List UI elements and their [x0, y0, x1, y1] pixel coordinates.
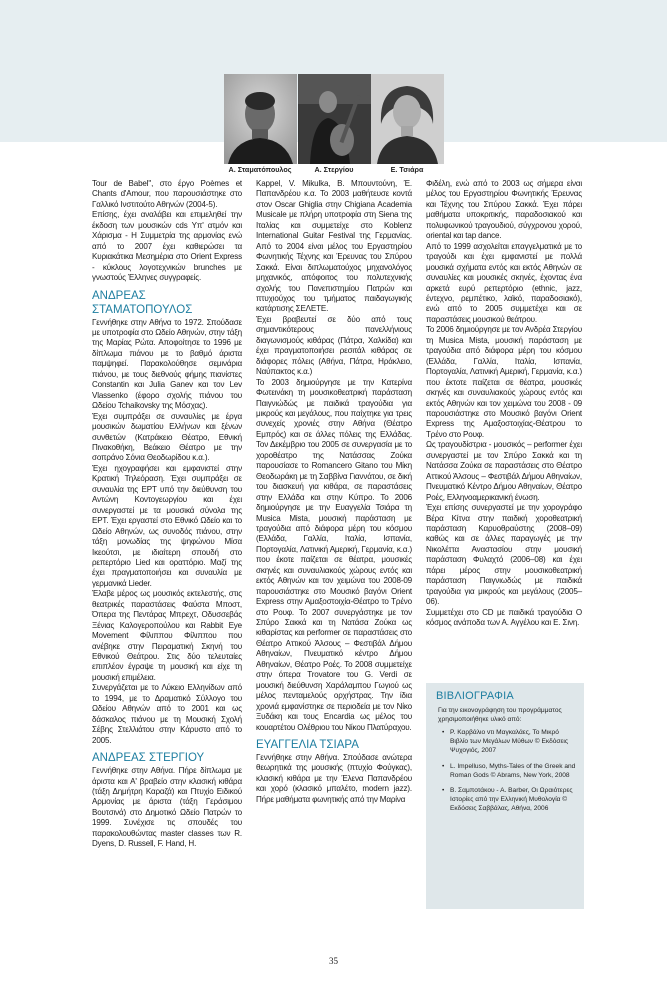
- paragraph: Γεννήθηκε στην Αθήνα. Πήρε δίπλωμα με άριστα και Α' βραβείο στην κλασική κιθάρα (τάξη Δημήτρη Καραζά) και Πτυχίο Ειδικού Αρμονίας με άριστα (τάξη Γεράσιμου Βουτσινά) στο Δημοτικό Ωδείο Πατρών το 1999. Συνέχισε τις σπουδές του παρακολουθώντας master classes των R. Dyens, D. Russell, F. Hand, H.: [92, 766, 242, 849]
- bibliography-intro: Για την εικονογράφηση του προγράμματος χρησιμοποιήθηκε υλικό από:: [438, 707, 562, 723]
- text-column-2: [256, 179, 412, 805]
- photo-caption: Α. Στεργίου: [314, 165, 354, 174]
- page-number: 35: [329, 956, 338, 966]
- section-heading: ΕΥΑΓΓΕΛΙΑ ΤΣΙΑΡΑ: [256, 739, 359, 752]
- paragraph: Kappel, V. Mikulka, B. Μπουντούνη, Έ. Παπανδρέου κ.α. Το 2003 μαθήτευσε κοντά στον Oscar Ghiglia στην Chigiana Academia Musicale με πλήρη υποτροφία στη Siena της Ιταλίας και συμμετείχε στο Koblenz International Guitar Festival της Γερμανίας. Από το 2004 είναι μέλος του Εργαστηρίου Φωνητικής Τέχνης και Έρευνας του Σπύρου Σακκά. Είναι διπλωματούχος μηχανολόγος μηχανικός, απόφοιτος του πολυτεχνικής σχολής του Πανεπιστημίου Πατρών και πτυχιούχος του τμήματος παιδαγωγικής κατάρτισης ΣΕΛΕΤΕ.: [256, 179, 412, 314]
- photo-caption: Α. Σταματόπουλος: [228, 165, 292, 174]
- paragraph: Γεννήθηκε στην Αθήνα το 1972. Σπούδασε με υποτροφία στο Ωδείο Αθηνών, στην τάξη της Μαρίας Ρώτα. Αποφοίτησε το 1996 με δίπλωμα πιάνου με το βαθμό άριστα παμψηφεί. Παρακολούθησε σεμινάρια πιάνου, με τους διεθνούς φήμης πιανίστες Constantin και Julia Ganev και τον Lev Vlassenko (έφορο σχολής πιάνου του Ωδείου Tchaikovsky της Μόσχας).: [92, 317, 242, 411]
- bibliography-title: ΒΙΒΛΙΟΓΡΑΦΙΑ: [436, 690, 514, 702]
- text-column-1: [92, 179, 242, 850]
- section-heading: ΑΝΔΡΕΑΣ ΣΤΑΜΑΤΟΠΟΥΛΟΣ: [92, 289, 193, 316]
- section-heading: ΑΝΔΡΕΑΣ ΣΤΕΡΓΙΟΥ: [92, 752, 205, 765]
- paragraph: Έχει ηχογραφήσει και εμφανιστεί στην Κρατική Τηλεόραση. Έχει συμπράξει σε συναυλία της ΕΡΤ υπό την διεύθυνση του Αντώνη Κοντογεωργίου και έχει συνεργαστεί με τα μουσικά σύνολα της ΕΡΤ. Έχει εργαστεί στο Εθνικό Ωδείο και το Ωδείο Αθηνών, ως συνοδός πιάνου, στην τάξη μονωδίας της ψηφώνου Μίσα Ικεούτσι, με ιδιαίτερη σπουδή στο ρεπερτόριο Lied και οραττόριο. Μαζί της έχει πραγματοποιήσει και συναυλία με γερμανικά Lieder.: [92, 463, 242, 588]
- paragraph: Έχει επίσης συνεργαστεί με την χορογράφο Βέρα Κίτνα στην παιδική χοροθεατρική παράσταση Καρυοθραύστης (2008–09) καθώς και σε άλλες παραγωγές με την Νικολέττα Αναστασίου στην μουσική παράσταση Φυλαχτό (2006–08) και έχει πάρει μέρος στην μουσικοθεατρική παράσταση Παιγνιωδώς με παιδικά τραγούδια για μικρούς και μεγάλους (2005–06).: [426, 503, 582, 607]
- paragraph: Επίσης, έχει αναλάβει και επιμεληθεί την έκδοση των μουσικών cds Υπ' ατμόν και Χάρισμα - Η Συμμετρία της αρμονίας ενώ από το 2007 έχει καθιερώσει τα Κυριακάτικα Μεσημέρια στο Orient Express - κύκλους λογοτεχνικών brunches με γνωστούς Έλληνες συγγραφείς.: [92, 210, 242, 283]
- paragraph: Από το 1999 ασχολείται επαγγελματικά με το τραγούδι και έχει εμφανιστεί με πολλά μουσικά σχήματα εντός και εκτός Αθηνών σε συναυλίες και μουσικές σκηνές, έχοντας ένα αρκετά ευρύ ρεπερτόριο (ethnic, jazz, έντεχνο, ρεμπέτικο, λαϊκό, παραδοσιακό), ενώ από το 2005 συμμετέχει και σε παραστάσεις μουσικού θεάτρου.: [426, 241, 582, 324]
- bibliography-item: • Ρ. Καρβάλιο ντι Μαγκαλάες, Το Μικρό Βιβλίο των Μεγάλων Μύθων © Εκδόσεις Ψυχογιός, 2007: [442, 728, 578, 756]
- portrait-photo-tsiara: [371, 74, 444, 164]
- bibliography-box: [426, 683, 584, 909]
- portrait-photo-stergiou: [298, 74, 371, 164]
- portrait-photo-stamatopoulos: [224, 74, 297, 164]
- paragraph: Έλαβε μέρος ως μουσικός εκτελεστής, στις θεατρικές παραστάσεις Φαύστα Μποστ, Όπερα της Πεντάρας Μπρεχτ, Οδυσσεβάς Ξένιας Καλογεροπούλου και Rabbit Eye Movement Φίλιππου Φίλιππου που ανέβηκε στην Πειραματική Σκηνή του Εθνικού Θεάτρου. Στις δύο τελευταίες επιπλέον έγραψε τη μουσική και είχε τη μουσική επιμέλεια.: [92, 589, 242, 682]
- paragraph: Γεννήθηκε στην Αθήνα. Σπούδασε ανώτερα θεωρητικά της μουσικής (πτυχίο Φούγκας), κλασική κιθάρα με την Έλενα Παπανδρέου και χορό (κλασικό μπαλέτο, modern jazz). Πήρε μαθήματα φωνητικής από την Μαρίνα: [256, 753, 412, 804]
- bibliography-list: [426, 728, 584, 814]
- paragraph: Ως τραγουδίστρια - μουσικός – performer έχει συνεργαστεί με τον Σπύρο Σακκά και τη Νατάσσα Ζούκα σε παραστάσεις στο Θέατρο Αττικού Άλσους – Φεστιβάλ Δήμου Αθηναίων, Πνευματικό Κέντρο Δήμου Αθηναίων, Θέατρο Ροές, Ελληνοαμερικανική ένωση.: [426, 440, 582, 502]
- paragraph: Συμμετέχει στο CD με παιδικά τραγούδια Ο κόσμος ανάποδα των Α. Αγγέλου και Ε. Σινη.: [426, 607, 582, 628]
- paragraph: Έχει βραβευτεί σε δύο από τους σημαντικότερους πανελλήνιους διαγωνισμούς κιθάρας (Πάτρα, Χαλκίδα) και έχει πραγματοποιήσει ρεσιτάλ κιθάρας σε διάφορες πόλεις (Αθήνα, Πάτρα, Ηράκλειο, Ναύπακτος κ.α.): [256, 314, 412, 377]
- paragraph: Tour de Babel", στο έργο Poèmes et Chants d'Amour, που παρουσιάστηκε στο Γαλλικό Ινστιτούτο Αθηνών (2004-5).: [92, 179, 242, 209]
- paragraph: Συνεργάζεται με το Λύκειο Ελληνίδων από το 1994, με το Δραματικό Σύλλογο του Ωδείου Αθηνών από το 2001 και ως δάσκαλος πιάνου με τη Μουσική Σχολή Σέβης Στελλιάτου στην Κάρυστο από το 2005.: [92, 683, 242, 745]
- photo-caption: Ε. Τσιάρα: [390, 165, 424, 174]
- paragraph: Έχει συμπράξει σε συναυλίες με έργα μουσικών δωματίου Ελλήνων και ξένων συνθετών (Κατράκειο Θέατρο, Εθνική Πινακοθήκη, Βεάκειο Θέατρο με την σοπράνο Σόνια Θεοδωρίδου κ.α.).: [92, 411, 242, 463]
- bibliography-item: • L. Impelluso, Myths-Tales of the Greek and Roman Gods © Abrams, New York, 2008: [442, 762, 578, 780]
- paragraph: Το 2003 δημιούργησε με την Κατερίνα Φωτεινάκη τη μουσικοθεατρική παράσταση Παιγνιώδώς με παιδικά τραγούδια για μικρούς και μεγάλους, που παίχτηκε για τρεις συνεχείς χρονιές στην Αθήνα (Θέατρο Εμπρός) και σε άλλες πόλεις της Ελλάδας. Τον Δεκέμβριο του 2005 σε συνεργασία με το χοροθέατρο της Νατάσσας Ζούκα παρουσίασε το Romancero Gitano του Μίκη Θεοδωράκη με τη Σαββίνα Γιαννάτου, σε δική του διασκευή για κιθάρα, σε παραστάσεις στην Ελλάδα και στην Κύπρο. Το 2006 δημιούργησε με την Ευαγγελία Τσιάρα τη Musica Mista, μουσική παράσταση με τραγούδια από διάφορα μέρη του κόσμου (Ελλάδα, Γαλλία, Ιταλία, Ισπανία, Πορτογαλία, Λατινική Αμερική, Γερμανία, κ.α.) που έκοτε παίζεται σε θέατρα, μουσικές σκηνές και συναυλιακούς χώρους εντός και εκτός Αθηνών και τον χειμώνα του 2008-09 παρουσιάστηκε στο Μουσικό βαγόνι Orient Express στην Αμαξοστοιχία-Θέατρο το Τρένο στο Ρουφ. Το 2007 συνεργάστηκε με τον Σπύρο Σακκά και τη Νατάσα Ζούκα ως κιθαρίστας και performer σε παραστάσεις στο Θέατρο Αττικού Άλσους – Φεστιβάλ Δήμου Αθηναίων, Πνευματικό κέντρο Δήμου Αθηναίων, Θέατρο Ροές. Το 2008 συμμετείχε στην όπερα Trovatore του G. Verdi σε μουσική διεύθυνση Χαράλαμπου Γωγιού ως μέλος πενταμελούς ορχήστρας. Την ίδια χρονιά εμφανίστηκε σε περιοδεία με τον Νίκο Ξυδάκη και τους Encardia ως μέλος του κουαρτέτου Ολέθριου του Νίκου Πλατύραχου.: [256, 377, 412, 732]
- paragraph: Το 2006 δημιούργησε με τον Ανδρέα Στεργίου τη Musica Mista, μουσική παράσταση με τραγούδια από διάφορα μέρη του κόσμου (Ελλάδα, Γαλλία, Ιταλία, Ισπανία, Πορτογαλία, Λατινική Αμερική, Γερμανία, κ.α.) που έκτοτε παίζεται σε θέατρα, μουσικές σκηνές και συναυλιακούς χώρους εντός και εκτός Αθηνών και τον χειμώνα του 2008 - 09 παρουσιάστηκε στο Μουσικό βαγόνι Orient Express της Αμαξοστοιχίας-Θέατρου το Τρένο στο Ρουφ.: [426, 325, 582, 439]
- paragraph: Φιδέλη, ενώ από το 2003 ως σήμερα είναι μέλος του Εργαστηρίου Φωνητικής Έρευνας και Τέχνης του Σπύρου Σακκά. Έχει πάρει μαθήματα υποκριτικής, παραδοσιακού και πολυφωνικού τραγουδιού, σύγχρονου χορού, oriental και tap dance.: [426, 179, 582, 241]
- text-column-3: [426, 179, 582, 628]
- bibliography-item: • Β. Σαμποτάκου - Α. Barber, Οι Ωραιότερες Ιστορίες από την Ελληνική Μυθολογία © Εκδόσεις Σαββάλας, Αθήνα, 2006: [442, 786, 578, 814]
